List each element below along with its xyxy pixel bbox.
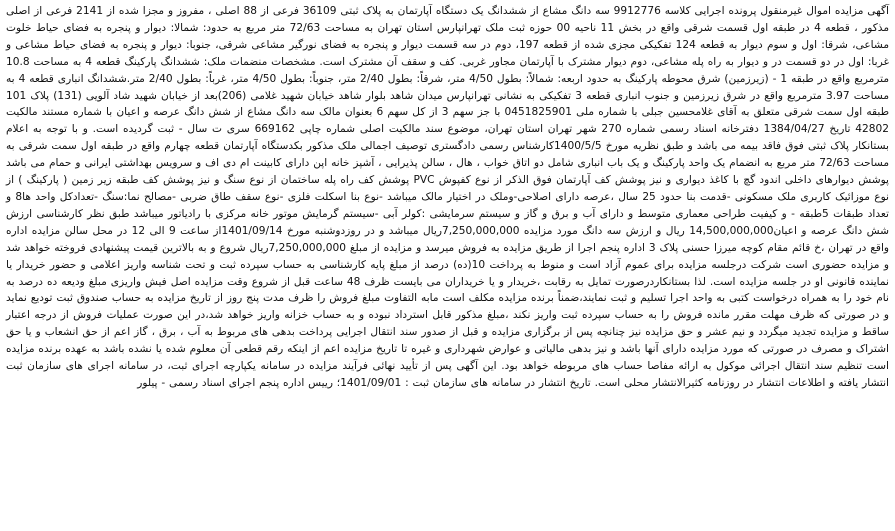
auction-notice-text: آگهی مزایده اموال غیرمنقول پرونده اجرایی کلاسه 9912776 سه دانگ مشاع از ششدانگ یک دستگاه آپارتمان به پلاک ثبتی 36109 فرعی از 88 اصلی ، مفروز و مجزا شده از 2141 فرعی از اصلی مذکور ، قطعه 4 در طبقه اول قسمت شرقی واقع در بخش 11 ناحیه 00 حوزه ثبت ملک تهرانپارس استان تهران به مساحت 72/63 متر مربع به حدود: شمالا: دیوار و پنجره به فضای حیاط خلوت مشاعی، شرقا: اول و سوم دیوار به قطعه 124 تفکیکی مجزی شده از قطعه 197، دوم در سه قسمت دیوار و پنجره به فضای نورگیر مشاعی شرقی، جنوبا: دیوار و پنجره به فضای حیاط مشاعی و غربا: اول در دو قسمت در و دیوار به راه پله مشاعی، دوم دیوار مشترک با آپارتمان مجاور غربی. کف و سقف آن مشترک است. مشخصات منضمات ملک: ششدانگ پارکینگ قطعه 4 به مساحت 10.8 مترمربع واقع در طبقه 1 - (زیرزمین) شرق محوطه پارکینگ به حدود اربعه: شمالاً: بطول 4/50 متر، شرقاً: بطول 2/40 متر، جنوباً: بطول 4/50 متر، غرباً: بطول 2/40 متر.ششدانگ انباری قطعه 4 به مساحت 3.97 مترمربع واقع در شرق زیرزمین و جنوب انباری قطعه 3 تفکیکی به نشانی تهرانپارس میدان شاهد بلوار شاهد خیابان شهید غلامی (206)بعد از خیابان شهید شاد آلویی (131) پلاک 101 طبقه اول سمت شرقی متعلق به آقای غلامحسین جبلی با شماره ملی 0451825901 با جز سهم 3 از کل سهم 6 بعنوان مالک سه دانگ مشاع از شش دانگ عرصه و اعیان با شماره مستند مالکیت 42802 تاریخ 1384/04/27 دفترخانه اسناد رسمی شماره 270 شهر تهران استان تهران، موضوع سند مالکیت اصلی شماره چاپی 669162 سری ت سال - ثبت گردیده است. و با توجه به اعلام بستانکار پلاک ثبتی فوق فاقد بیمه می باشد و طبق نظریه مورخ 1400/5/5کارشناس رسمی دادگستری توصیف اجمالی ملک مذکور بکدستگاه آپارتمان قطعه چهارم واقع در طبقه اول سمت شرقی به مساحت 72/63 متر مربع به انضمام یک واحد پارکینگ و یک باب انباری شامل دو اتاق خواب ، هال ، سالن پذیرایی ، آشپز خانه اپن دارای کابینت ام دی اف و سرویس بهداشتی ایرانی و حمام می باشد پوشش دیوارهای داخلی اندود گچ با کاغذ دیواری و نیز پوشش کف آپارتمان فوق الذکر از نوع کفپوش PVC پوشش کف راه پله ساختمان از نوع سنگ و نیز پوشش کف طبقه زیر زمین ( پارکینگ ) از نوع موزائیک کاربری ملک مسکونی -قدمت بنا حدود 25 سال ،عرصه دارای اصلاحی-وملک در اختیار مالک میباشد -نوع بنا اسکلت فلزی -نوع سقف طاق ضربی -مصالح نما:سنگ -تعدادکل واحد ها8 و تعداد طبقات 5طبقه - و کیفیت طراحی معماری متوسط و دارای آب و برق و گاز و سیستم سرمایشی :کولر آبی -سیستم گرمایش موتور خانه مرکزی با رادیاتور میباشد طبق نظر کارشناسی ارزش شش دانگ عرصه و اعیان14,500,000,000 ریال و ارزش سه دانگ مورد مزایده 7,250,000,000ریال میباشد و در روزدوشنبه مورخ 1401/09/14از ساعت 9 الی 12 در محل سالن مزایده اداره واقع در تهران ،خ قائم مقام کوچه میرزا حسنی پلاک 3 اداره پنجم اجرا از طریق مزایده به فروش میرسد و مزایده از مبلغ 7,250,000,000ریال شروع و به بالاترین قیمت پیشنهادی فروخته خواهد شد و مزایده حضوری است شرکت درجلسه مزایده برای عموم آزاد است و منوط به پرداخت 10(ده) درصد از مبلغ پایه کارشناسی به حساب سپرده ثبت و تحت شناسه واریز اعلامی و حضور خریدار یا نماینده قانونی او در جلسه مزایده است. لذا بستانکاردرصورت تمایل به رقابت ،خریدار و یا خریداران می بایست ظرف 48 ساعت قبل از شروع وقت مزایده اصل فیش واریزی مبلغ ودیعه ده درصد به نام خود را به همراه درخواست کتبی به واحد اجرا تسلیم و ثبت نمایند،ضمناً برنده مزایده مکلف است مابه التفاوت مبلغ فروش را ظرف مدت پنج روز از تاریخ مزایده به حساب صندوق ثبت تودیع نماید و در صورتی که ظرف مهلت مقرر مانده فروش را به حساب سپرده ثبت واریز نکند ،مبلغ مذکور قابل استرداد نبوده و به حساب خزانه واریز خواهد شد،در این صورت عملیات فروش از درجه اعتبار ساقط و مزایده تجدید میگردد و نیم عشر و حق مزایده نیز چنانچه پس از برگزاری مزایده و قبل از صدور سند انتقال اجرایی پرداخت بدهی های مربوط به آب ، برق ، گاز اعم از حق انشعاب و یا حق اشتراک و مصرف در صورتی که مورد مزایده دارای آنها باشد و نیز بدهی مالیاتی و عوارض شهرداری و غیره تا تاریخ مزایده اعم از اینکه رقم قطعی آن معلوم شده یا نشده باشد به عهده برنده مزایده است تنظیم سند انتقال اجرائی موکول به ارائه مفاصا حساب های مربوطه خواهد بود. این آگهی پس از تأیید نهائی فرآیند مزایده در سامانه یکپارچه اجرای ثبت، در سامانه اجرای های سازمان ثبت انتشار یافته و اطلاعات انتشار در روزنامه کثیرالانتشار محلی است. تاریخ انتشار در سامانه های سازمان ثبت : 1401/09/01؛ رییس اداره پنجم اجرای اسناد رسمی - پیلور: [6, 5, 890, 389]
